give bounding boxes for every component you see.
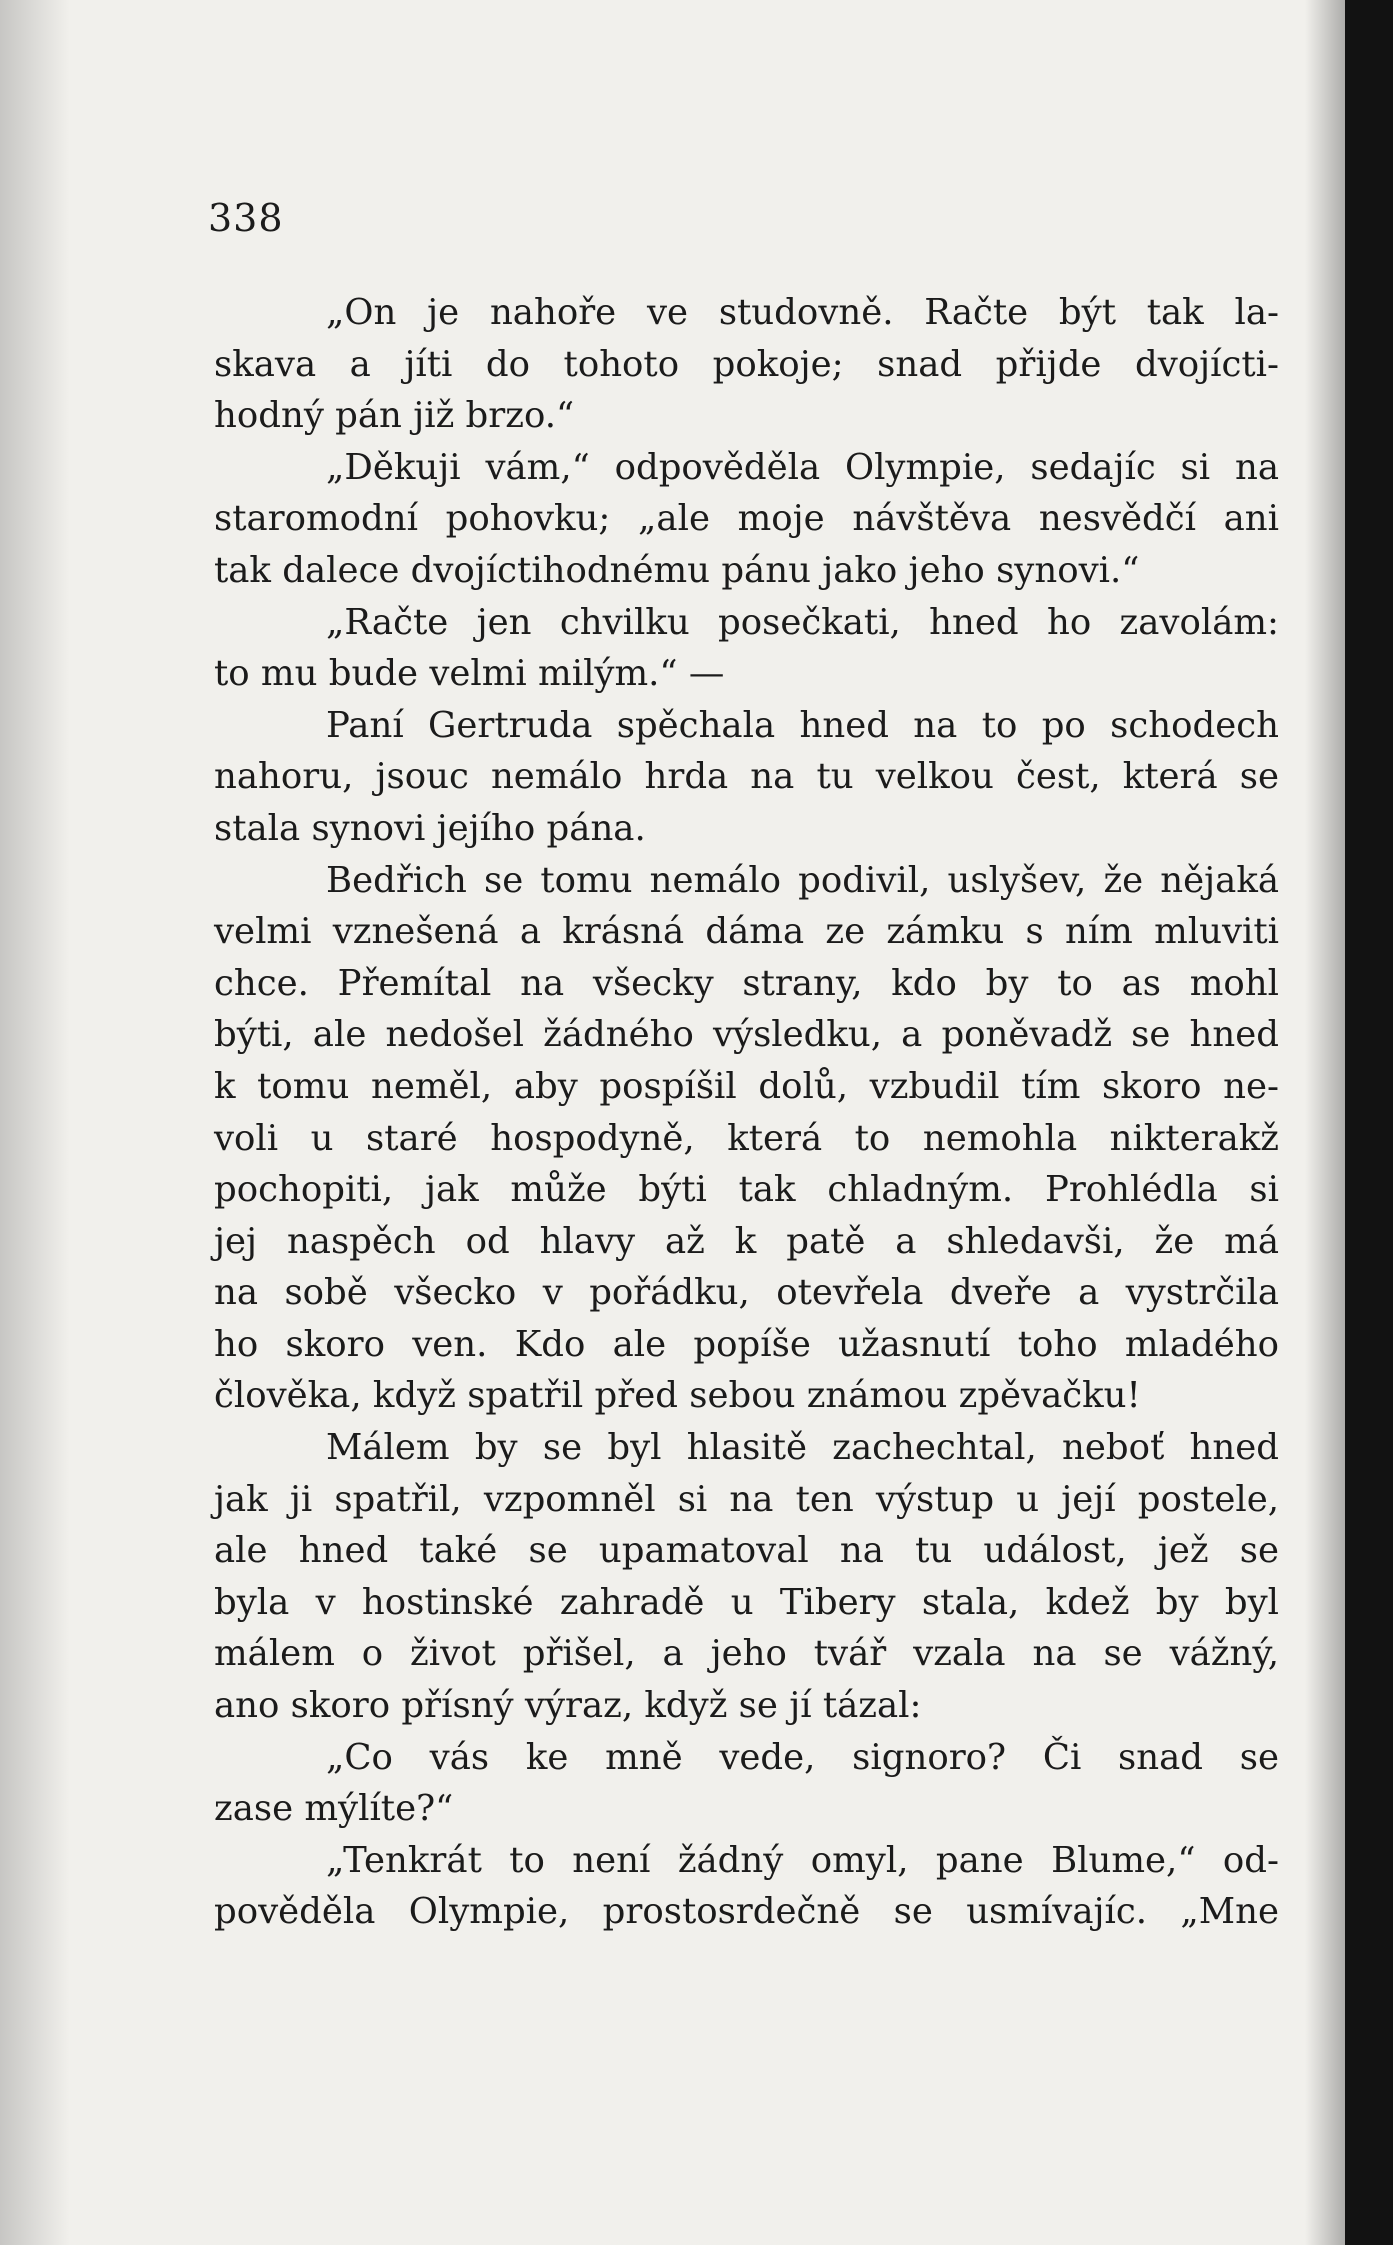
text-line: k tomu neměl, aby pospíšil dolů, vzbudil tím skoro ne- [214,1065,1279,1107]
scan-edge [1345,0,1393,2245]
text-line: Paní Gertruda spěchala hned na to po schodech [326,704,1279,746]
text-line: Bedřich se tomu nemálo podivil, uslyšev, že nějaká [326,859,1279,901]
text-line: býti, ale nedošel žádného výsledku, a poněvadž se hned [214,1014,1279,1056]
text-line: chce. Přemítal na všecky strany, kdo by to as mohl [214,962,1279,1004]
text-line: „Račte jen chvilku posečkati, hned ho zavolám: [326,601,1279,643]
text-line: pověděla Olympie, prostosrdečně se usmívajíc. „Mne [214,1891,1279,1933]
text-line: „Co vás ke mně vede, signoro? Či snad se [326,1736,1279,1778]
text-line: člověka, když spatřil před sebou známou zpěvačku! [214,1375,1141,1417]
text-line: „On je nahoře ve studovně. Račte být tak la- [326,292,1279,333]
text-line: Málem by se byl hlasitě zachechtal, neboť hned [326,1427,1279,1469]
text-line: skava a jíti do tohoto pokoje; snad přijde dvojícti- [214,343,1279,385]
text-line: jak ji spatřil, vzpomněl si na ten výstup u její postele, [214,1478,1279,1520]
text-line: jej naspěch od hlavy až k patě a shledavši, že má [214,1220,1279,1262]
text-line: ano skoro přísný výraz, když se jí tázal: [214,1685,922,1727]
text-line: „Děkuji vám,“ odpověděla Olympie, sedajíc si na [326,446,1279,488]
text-line: voli u staré hospodyně, která to nemohla nikterakž [214,1117,1279,1159]
text-line: velmi vznešená a krásná dáma ze zámku s ním mluviti [214,911,1279,953]
text-line: stala synovi jejího pána. [214,807,646,849]
text-line: to mu bude velmi milým.“ — [214,653,725,695]
text-line: tak dalece dvojíctihodnému pánu jako jeho synovi.“ [214,549,1140,591]
text-line: hodný pán již brzo.“ [214,395,575,437]
text-line: ho skoro ven. Kdo ale popíše užasnutí toho mladého [214,1323,1279,1365]
page-number: 338 [208,196,284,240]
text-line: ale hned také se upamatoval na tu událost, jež se [214,1530,1279,1572]
body-text [214,287,1279,1938]
text-line: na sobě všecko v pořádku, otevřela dveře a vystrčila [214,1272,1279,1314]
text-line: nahoru, jsouc nemálo hrda na tu velkou čest, která se [214,756,1279,798]
text-line: staromodní pohovku; „ale moje návštěva nesvědčí ani [214,498,1279,540]
text-line: byla v hostinské zahradě u Tibery stala, kdež by byl [214,1581,1279,1623]
text-line: pochopiti, jak může býti tak chladným. Prohlédla si [214,1169,1279,1211]
text-line: zase mýlíte?“ [214,1788,454,1830]
text-line: málem o život přišel, a jeho tvář vzala na se vážný, [214,1633,1279,1675]
text-line: „Tenkrát to není žádný omyl, pane Blume,“ od- [326,1839,1279,1881]
